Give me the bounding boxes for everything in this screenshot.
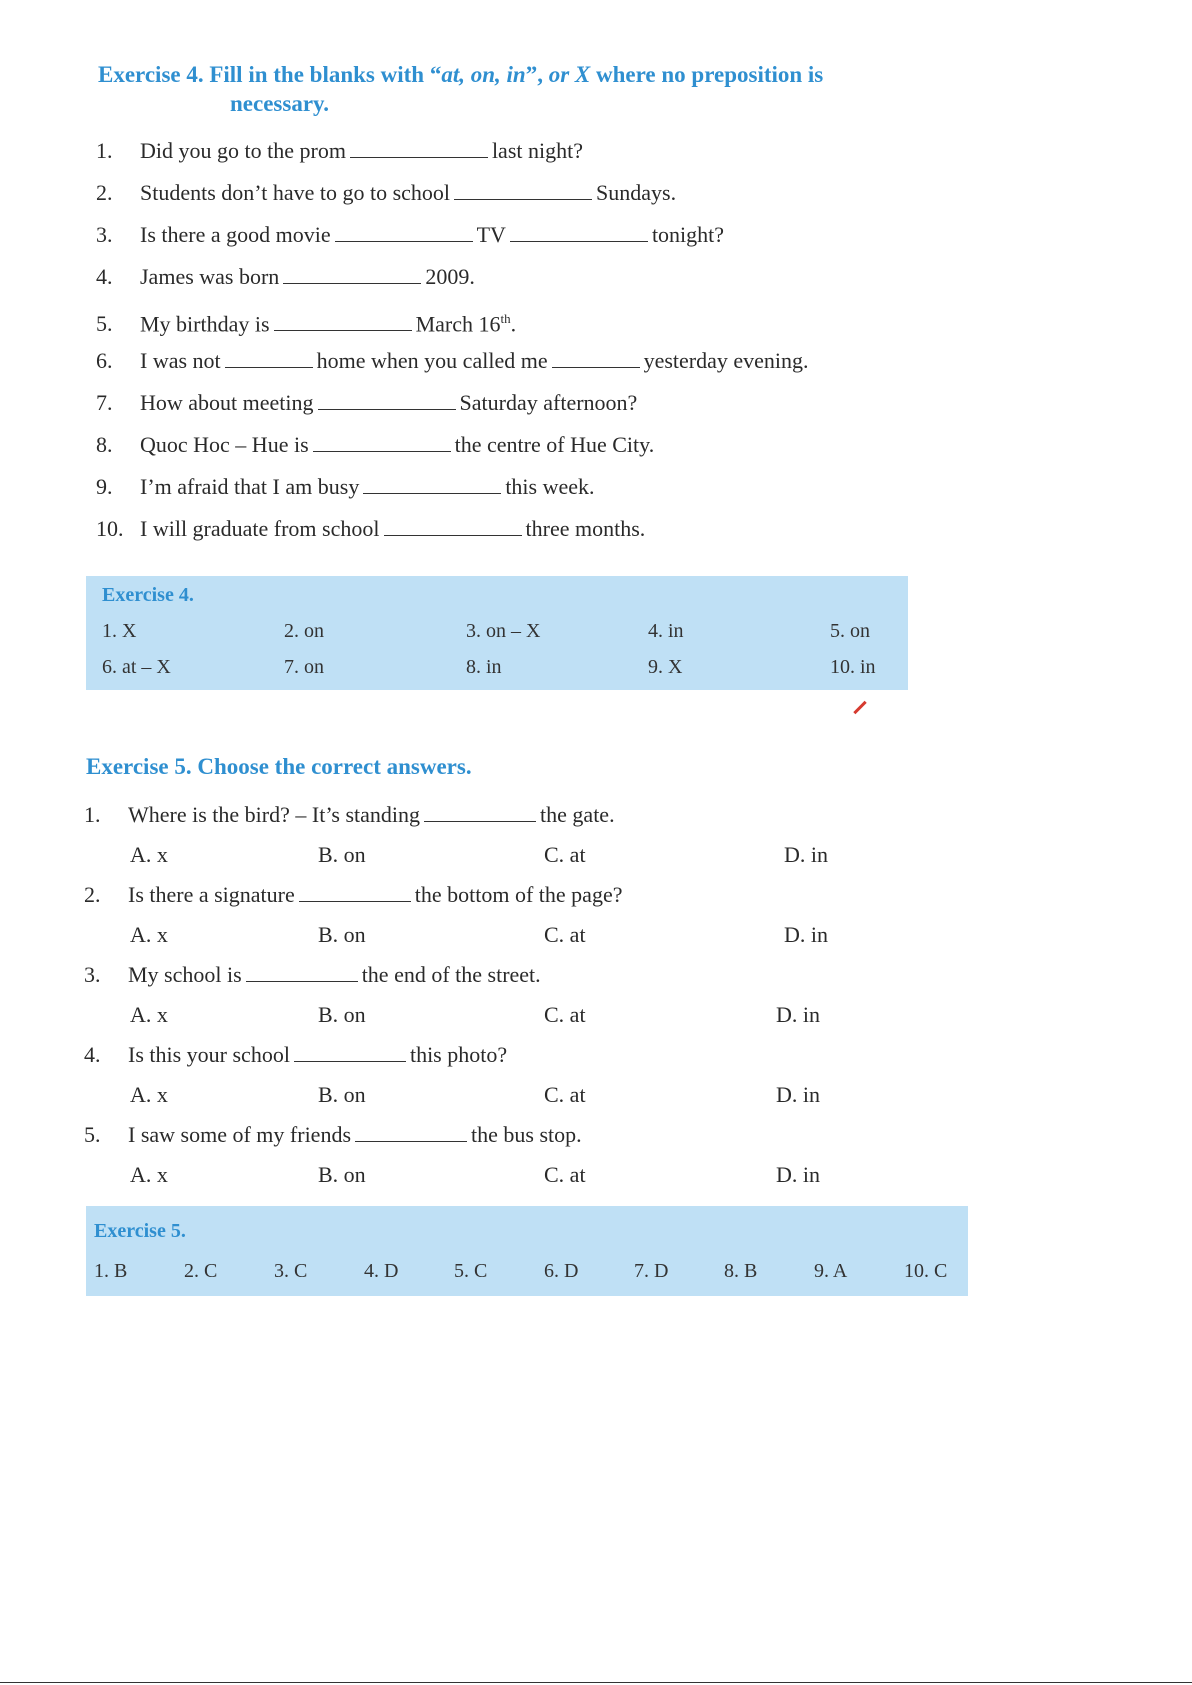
option-b[interactable]: B. on xyxy=(318,1082,366,1107)
answer-key-item: 8. in xyxy=(466,656,502,678)
answer-key-item: 10. in xyxy=(830,656,876,678)
option-d[interactable]: D. in xyxy=(776,1082,820,1107)
ex4-question-4 xyxy=(96,262,475,292)
question-number: 10. xyxy=(96,516,124,541)
title-prefix: Exercise 4. Fill in the blanks with “ xyxy=(98,62,442,87)
answer-key-title: Exercise 4. xyxy=(102,584,194,606)
answer-blank[interactable] xyxy=(318,391,456,410)
question-text: tonight? xyxy=(651,222,725,247)
title-or-x: or X xyxy=(548,62,591,87)
page-bottom-divider xyxy=(0,1682,1192,1683)
question-number: 2. xyxy=(96,180,113,205)
answer-blank[interactable] xyxy=(454,181,592,200)
question-text: this week. xyxy=(505,474,595,499)
answer-blank[interactable] xyxy=(424,803,536,822)
option-a[interactable]: A. x xyxy=(130,1082,168,1107)
question-number: 3. xyxy=(84,962,101,987)
ex4-question-5 xyxy=(96,304,517,337)
answer-blank[interactable] xyxy=(313,433,451,452)
answer-key-item: 10. C xyxy=(904,1260,948,1282)
answer-key-item: 3. on – X xyxy=(466,620,541,642)
option-d[interactable]: D. in xyxy=(776,1162,820,1187)
answer-key-item: 3. C xyxy=(274,1260,308,1282)
option-a[interactable]: A. x xyxy=(130,842,168,867)
title-options: at, on, in xyxy=(441,62,526,87)
question-text: March 16 xyxy=(415,311,501,337)
question-text: I will graduate from school xyxy=(140,516,380,541)
answer-key-item: 7. on xyxy=(284,656,324,678)
answer-blank[interactable] xyxy=(363,475,501,494)
option-c[interactable]: C. at xyxy=(544,842,586,867)
answer-key-item: 5. on xyxy=(830,620,870,642)
answer-key-item: 4. in xyxy=(648,620,684,642)
question-text: Students don’t have to go to school xyxy=(140,180,451,205)
answer-key-title: Exercise 5. xyxy=(94,1220,186,1242)
question-text: 2009. xyxy=(425,264,475,289)
answer-key-item: 7. D xyxy=(634,1260,669,1282)
question-text: Where is the bird? – It’s standing xyxy=(128,802,421,827)
answer-blank[interactable] xyxy=(335,223,473,242)
option-a[interactable]: A. x xyxy=(130,1002,168,1027)
question-text: the centre of Hue City. xyxy=(454,432,655,457)
answer-blank[interactable] xyxy=(552,349,640,368)
ex5-question-1 xyxy=(84,800,615,830)
option-c[interactable]: C. at xyxy=(544,1082,586,1107)
ex4-question-9 xyxy=(96,472,595,502)
answer-key-item: 4. D xyxy=(364,1260,399,1282)
option-c[interactable]: C. at xyxy=(544,922,586,947)
ordinal-suffix: th xyxy=(500,311,511,326)
option-b[interactable]: B. on xyxy=(318,922,366,947)
title-middle: ”, xyxy=(525,62,549,87)
question-text: TV xyxy=(476,222,506,247)
ex4-question-10 xyxy=(96,514,645,544)
answer-blank[interactable] xyxy=(355,1123,467,1142)
option-d[interactable]: D. in xyxy=(776,1002,820,1027)
question-text: home when you called me xyxy=(316,348,548,373)
question-text: three months. xyxy=(525,516,646,541)
ex4-question-3 xyxy=(96,220,724,250)
question-text: Quoc Hoc – Hue is xyxy=(140,432,309,457)
answer-key-item: 6. D xyxy=(544,1260,579,1282)
ex5-question-5 xyxy=(84,1120,582,1150)
question-number: 3. xyxy=(96,222,113,247)
answer-key-item: 8. B xyxy=(724,1260,758,1282)
option-d[interactable]: D. in xyxy=(784,842,828,867)
answer-blank[interactable] xyxy=(283,265,421,284)
exercise-4-title-line2: necessary. xyxy=(230,91,330,116)
question-text: Is there a signature xyxy=(128,882,295,907)
exercise-4-title xyxy=(98,60,1038,89)
answer-key-item: 1. B xyxy=(94,1260,128,1282)
ex4-question-7 xyxy=(96,388,637,418)
question-text: Is this your school xyxy=(128,1042,290,1067)
question-text: I was not xyxy=(140,348,221,373)
question-text: last night? xyxy=(491,138,583,163)
ex5-question-4 xyxy=(84,1040,507,1070)
question-text: this photo? xyxy=(409,1042,508,1067)
question-number: 1. xyxy=(84,802,101,827)
answer-key-item: 6. at – X xyxy=(102,656,171,678)
question-number: 4. xyxy=(84,1042,101,1067)
answer-blank[interactable] xyxy=(225,349,313,368)
exercise-5-answer-key xyxy=(86,1206,968,1296)
answer-blank[interactable] xyxy=(350,139,488,158)
answer-blank[interactable] xyxy=(246,963,358,982)
question-text: yesterday evening. xyxy=(643,348,809,373)
option-d[interactable]: D. in xyxy=(784,922,828,947)
answer-key-item: 9. X xyxy=(648,656,683,678)
question-text: My school is xyxy=(128,962,242,987)
ex4-question-6 xyxy=(96,346,809,376)
ex4-question-1 xyxy=(96,136,583,166)
answer-key-item: 5. C xyxy=(454,1260,488,1282)
check-mark xyxy=(853,701,866,714)
option-a[interactable]: A. x xyxy=(130,1162,168,1187)
title-suffix: where no preposition is xyxy=(590,62,824,87)
question-number: 5. xyxy=(84,1122,101,1147)
question-text: the end of the street. xyxy=(361,962,541,987)
question-text: the bus stop. xyxy=(471,1122,582,1147)
question-text: James was born xyxy=(140,264,280,289)
ex4-question-8 xyxy=(96,430,654,460)
answer-blank[interactable] xyxy=(274,312,412,331)
ex4-question-2 xyxy=(96,178,676,208)
question-number: 9. xyxy=(96,474,113,499)
option-a[interactable]: A. x xyxy=(130,922,168,947)
ex5-question-2 xyxy=(84,880,622,910)
question-number: 8. xyxy=(96,432,113,457)
question-text: How about meeting xyxy=(140,390,314,415)
question-number: 7. xyxy=(96,390,113,415)
answer-key-item: 9. A xyxy=(814,1260,848,1282)
option-b[interactable]: B. on xyxy=(318,1162,366,1187)
answer-key-item: 1. X xyxy=(102,620,137,642)
question-text: the gate. xyxy=(540,802,615,827)
question-text: Did you go to the prom xyxy=(140,138,346,163)
question-text: Saturday afternoon? xyxy=(459,390,638,415)
answer-blank[interactable] xyxy=(384,517,522,536)
exercise-5-title: Exercise 5. Choose the correct answers. xyxy=(86,754,472,779)
answer-key-item: 2. on xyxy=(284,620,324,642)
question-text: I saw some of my friends xyxy=(128,1122,352,1147)
ex5-question-3 xyxy=(84,960,541,990)
question-number: 5. xyxy=(96,311,113,337)
option-c[interactable]: C. at xyxy=(544,1162,586,1187)
question-number: 2. xyxy=(84,882,101,907)
option-b[interactable]: B. on xyxy=(318,1002,366,1027)
answer-blank[interactable] xyxy=(299,883,411,902)
answer-blank[interactable] xyxy=(510,223,648,242)
exercise-4-answer-key xyxy=(86,576,908,690)
question-text: Is there a good movie xyxy=(140,222,331,247)
question-text: Sundays. xyxy=(596,180,677,205)
answer-key-item: 2. C xyxy=(184,1260,218,1282)
answer-blank[interactable] xyxy=(294,1043,406,1062)
question-text: the bottom of the page? xyxy=(414,882,623,907)
question-text: I’m afraid that I am busy xyxy=(140,474,360,499)
option-b[interactable]: B. on xyxy=(318,842,366,867)
question-number: 4. xyxy=(96,264,113,289)
question-number: 1. xyxy=(96,138,113,163)
question-text: . xyxy=(510,311,517,337)
question-text: My birthday is xyxy=(140,311,270,337)
option-c[interactable]: C. at xyxy=(544,1002,586,1027)
question-number: 6. xyxy=(96,348,113,373)
